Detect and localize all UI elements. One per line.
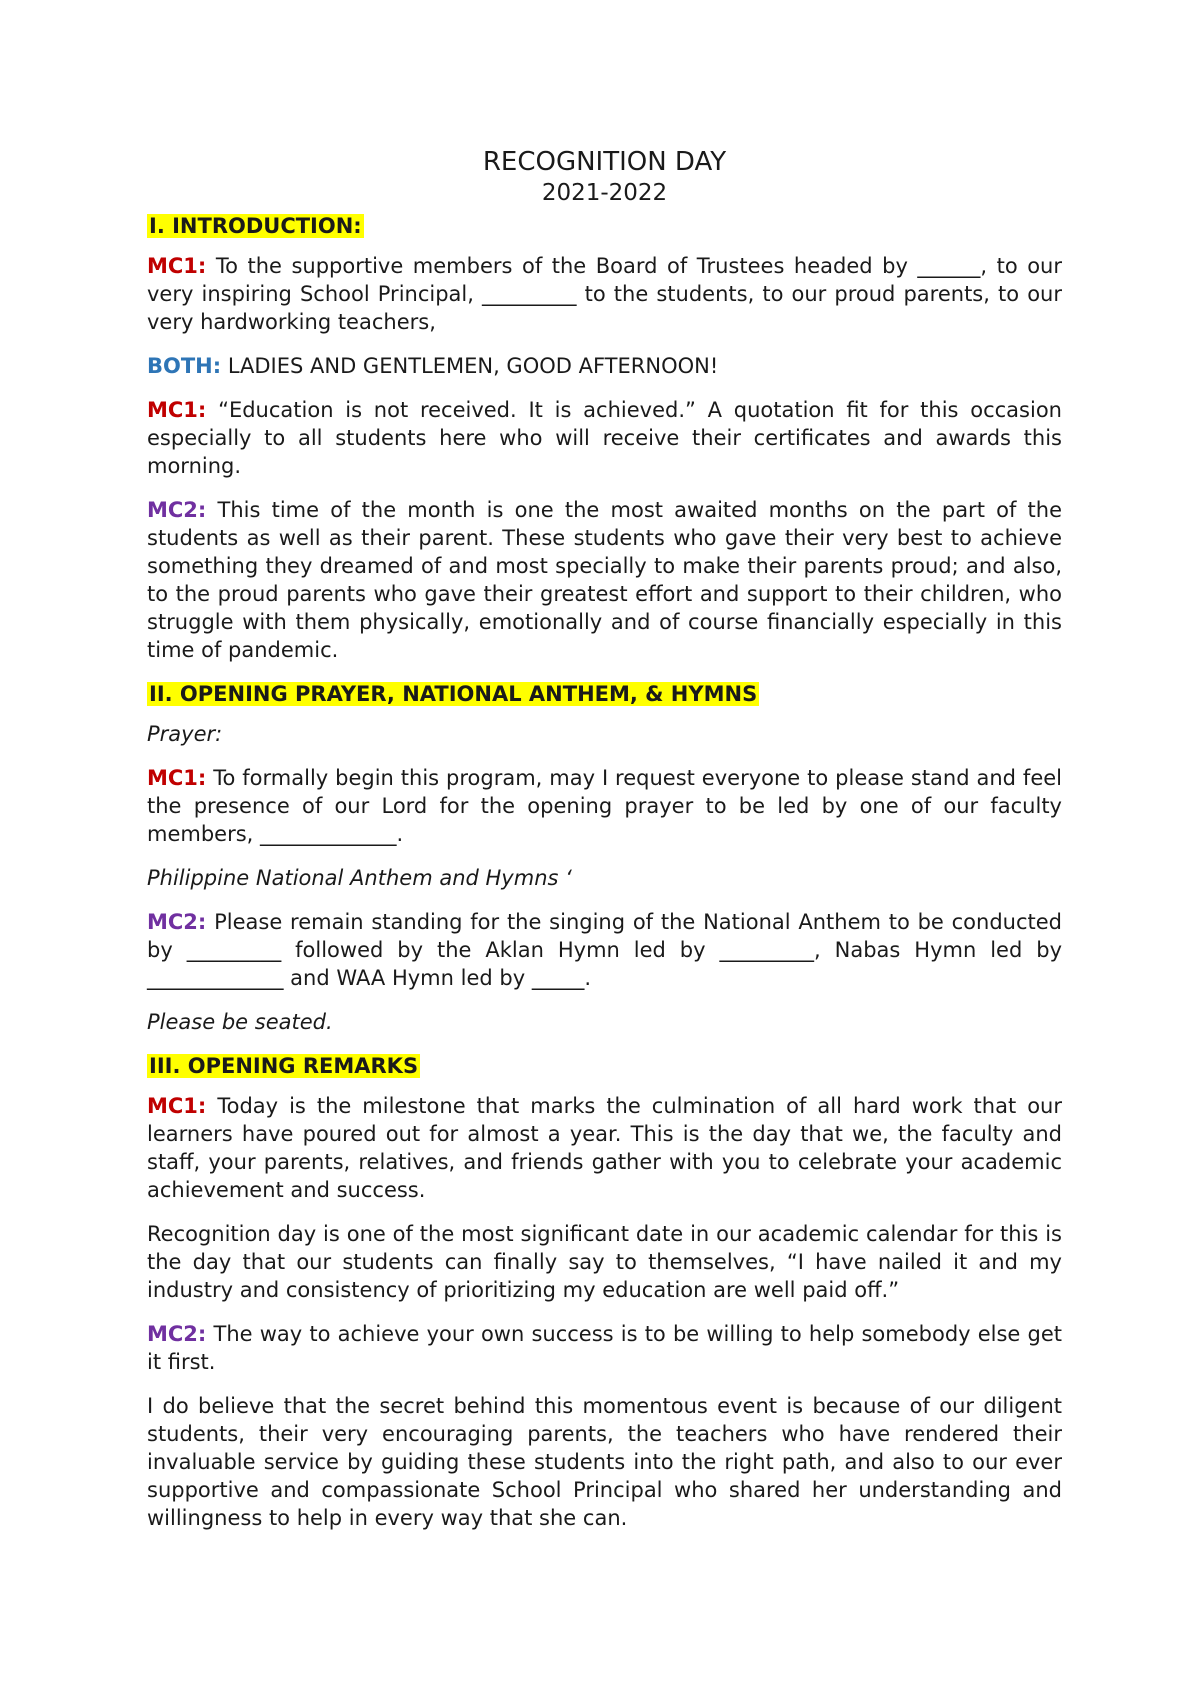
paragraph-text: To the supportive members of the Board of Trustees headed by ______, to our very inspiring School Principal, _________ to the students, to our proud parents, to our very hardworking teachers, [147,254,1062,334]
document-title: RECOGNITION DAY [482,147,727,177]
paragraph-text: The way to achieve your own success is to be willing to help somebody else get it first. [147,1322,1062,1374]
section-heading-introduction: I. INTRODUCTION: [149,214,362,238]
paragraph-text: To formally begin this program, may I request everyone to please stand and feel the presence of our Lord for the opening prayer to be led by one of our faculty members, _____________. [147,766,1062,846]
section-heading-opening-prayer: II. OPENING PRAYER, NATIONAL ANTHEM, & HYMNS [149,682,758,706]
paragraph-remarks-mc2 [147,1320,1062,1376]
speaker-label-mc2: MC2: [147,910,207,934]
paragraph-remarks-mc1 [147,1092,1062,1204]
speaker-label-mc2: MC2: [147,498,207,522]
paragraph-intro-mc1-quote [147,396,1062,480]
paragraph-text: Today is the milestone that marks the culmination of all hard work that our learners have poured out for almost a year. This is the day that we, the faculty and staff, your parents, relatives, and friends gather with you to celebrate your academic achievement and success. [147,1094,1062,1202]
paragraph-opening-mc1 [147,764,1062,848]
speaker-label-mc1: MC1: [147,766,207,790]
speaker-label-mc1: MC1: [147,254,207,278]
paragraph-text: LADIES AND GENTLEMEN, GOOD AFTERNOON! [221,354,719,378]
paragraph-intro-mc2 [147,496,1062,664]
paragraph-opening-mc2 [147,908,1062,992]
paragraph-intro-mc1-greeting [147,252,1062,336]
speaker-label-mc1: MC1: [147,398,207,422]
subheading-prayer: Prayer: [147,722,223,746]
instruction-please-be-seated: Please be seated. [147,1010,333,1034]
paragraph-intro-both [147,352,1062,380]
subheading-anthem: Philippine National Anthem and Hymns ‘ [147,866,572,890]
document-year: 2021-2022 [541,180,668,206]
speaker-label-mc2: MC2: [147,1322,207,1346]
paragraph-text: Please remain standing for the singing of the National Anthem to be conducted by _________ followed by the Aklan Hymn led by _________, Nabas Hymn led by _____________ and WAA Hymn led by _____. [147,910,1062,990]
paragraph-remarks-recognition: Recognition day is one of the most significant date in our academic calendar for this is the day that our students can finally say to themselves, “I have nailed it and my industry and consistency of prioritizing my education are well paid off.” [147,1222,1062,1302]
speaker-label-both: BOTH: [147,354,222,378]
paragraph-text: This time of the month is one the most awaited months on the part of the students as well as their parent. These students who gave their very best to achieve something they dreamed of and most specially to make their parents proud; and also, to the proud parents who gave their greatest effort and support to their children, who struggle with them physically, emotionally and of course financially especially in this time of pandemic. [147,498,1062,662]
paragraph-remarks-secret: I do believe that the secret behind this momentous event is because of our diligent students, their very encouraging parents, the teachers who have rendered their invaluable service by guiding these students into the right path, and also to our ever supportive and compassionate School Principal who shared her understanding and willingness to help in every way that she can. [147,1394,1062,1530]
paragraph-text: “Education is not received. It is achieved.” A quotation fit for this occasion especially to all students here who will receive their certificates and awards this morning. [147,398,1062,478]
section-heading-opening-remarks: III. OPENING REMARKS [149,1054,419,1078]
speaker-label-mc1: MC1: [147,1094,207,1118]
document-body [147,146,1062,1548]
